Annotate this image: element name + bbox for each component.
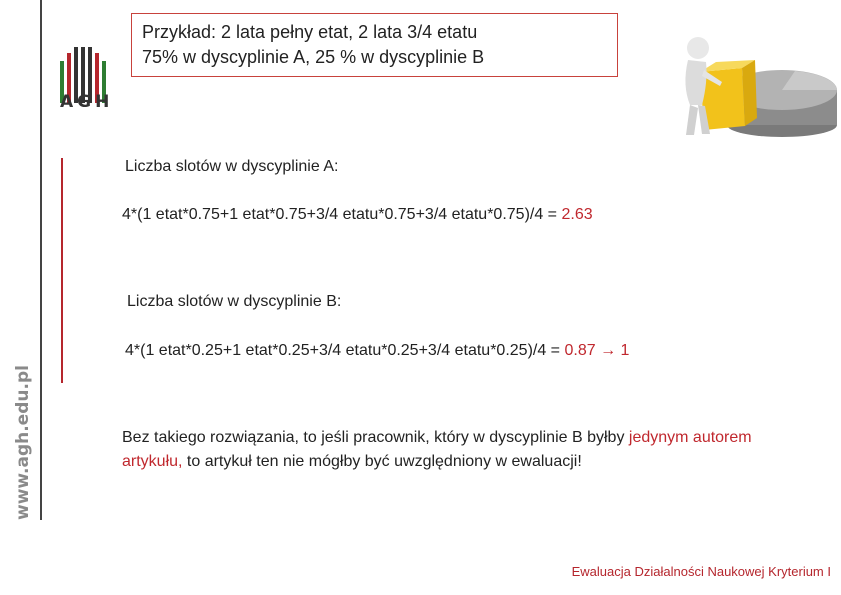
- footer-text: Ewaluacja Działalności Naukowej Kryterium I: [571, 564, 831, 579]
- section-a-result: 2.63: [561, 206, 593, 223]
- section-b-rounded: 1: [620, 342, 630, 359]
- title-line-2: 75% w dyscyplinie A, 25 % w dyscyplinie B: [142, 47, 485, 67]
- section-a-heading: Liczba slotów w dyscyplinie A:: [125, 158, 339, 175]
- section-b-formula-text: 4*(1 etat*0.25+1 etat*0.25+3/4 etatu*0.25+3/4 etatu*0.25)/4 =: [125, 342, 565, 359]
- section-b-formula: [125, 342, 629, 360]
- note-highlight: jedynym autorem artykułu,: [122, 429, 752, 470]
- accent-bar: [61, 158, 63, 383]
- sidebar-divider: [40, 0, 42, 520]
- pie-chart-figure-icon: [660, 30, 840, 145]
- note-text-1: Bez takiego rozwiązania, to jeśli pracownik, który w dyscyplinie B byłby: [122, 429, 629, 446]
- section-a-formula: [122, 206, 593, 224]
- note-paragraph: [122, 426, 782, 474]
- title-line-1: Przykład: 2 lata pełny etat, 2 lata 3/4 etatu: [142, 22, 478, 42]
- section-b-result: 0.87: [564, 342, 596, 359]
- arrow-icon: →: [600, 342, 617, 359]
- note-text-2: to artykuł ten nie mógłby być uwzględniony w ewaluacji!: [182, 453, 582, 470]
- section-a-formula-text: 4*(1 etat*0.75+1 etat*0.75+3/4 etatu*0.75+3/4 etatu*0.75)/4 =: [122, 206, 562, 223]
- site-url: www.agh.edu.pl: [13, 365, 33, 520]
- logo-text: AGH: [60, 92, 114, 112]
- section-b-heading: Liczba slotów w dyscyplinie B:: [127, 293, 342, 310]
- title-box: [131, 13, 618, 77]
